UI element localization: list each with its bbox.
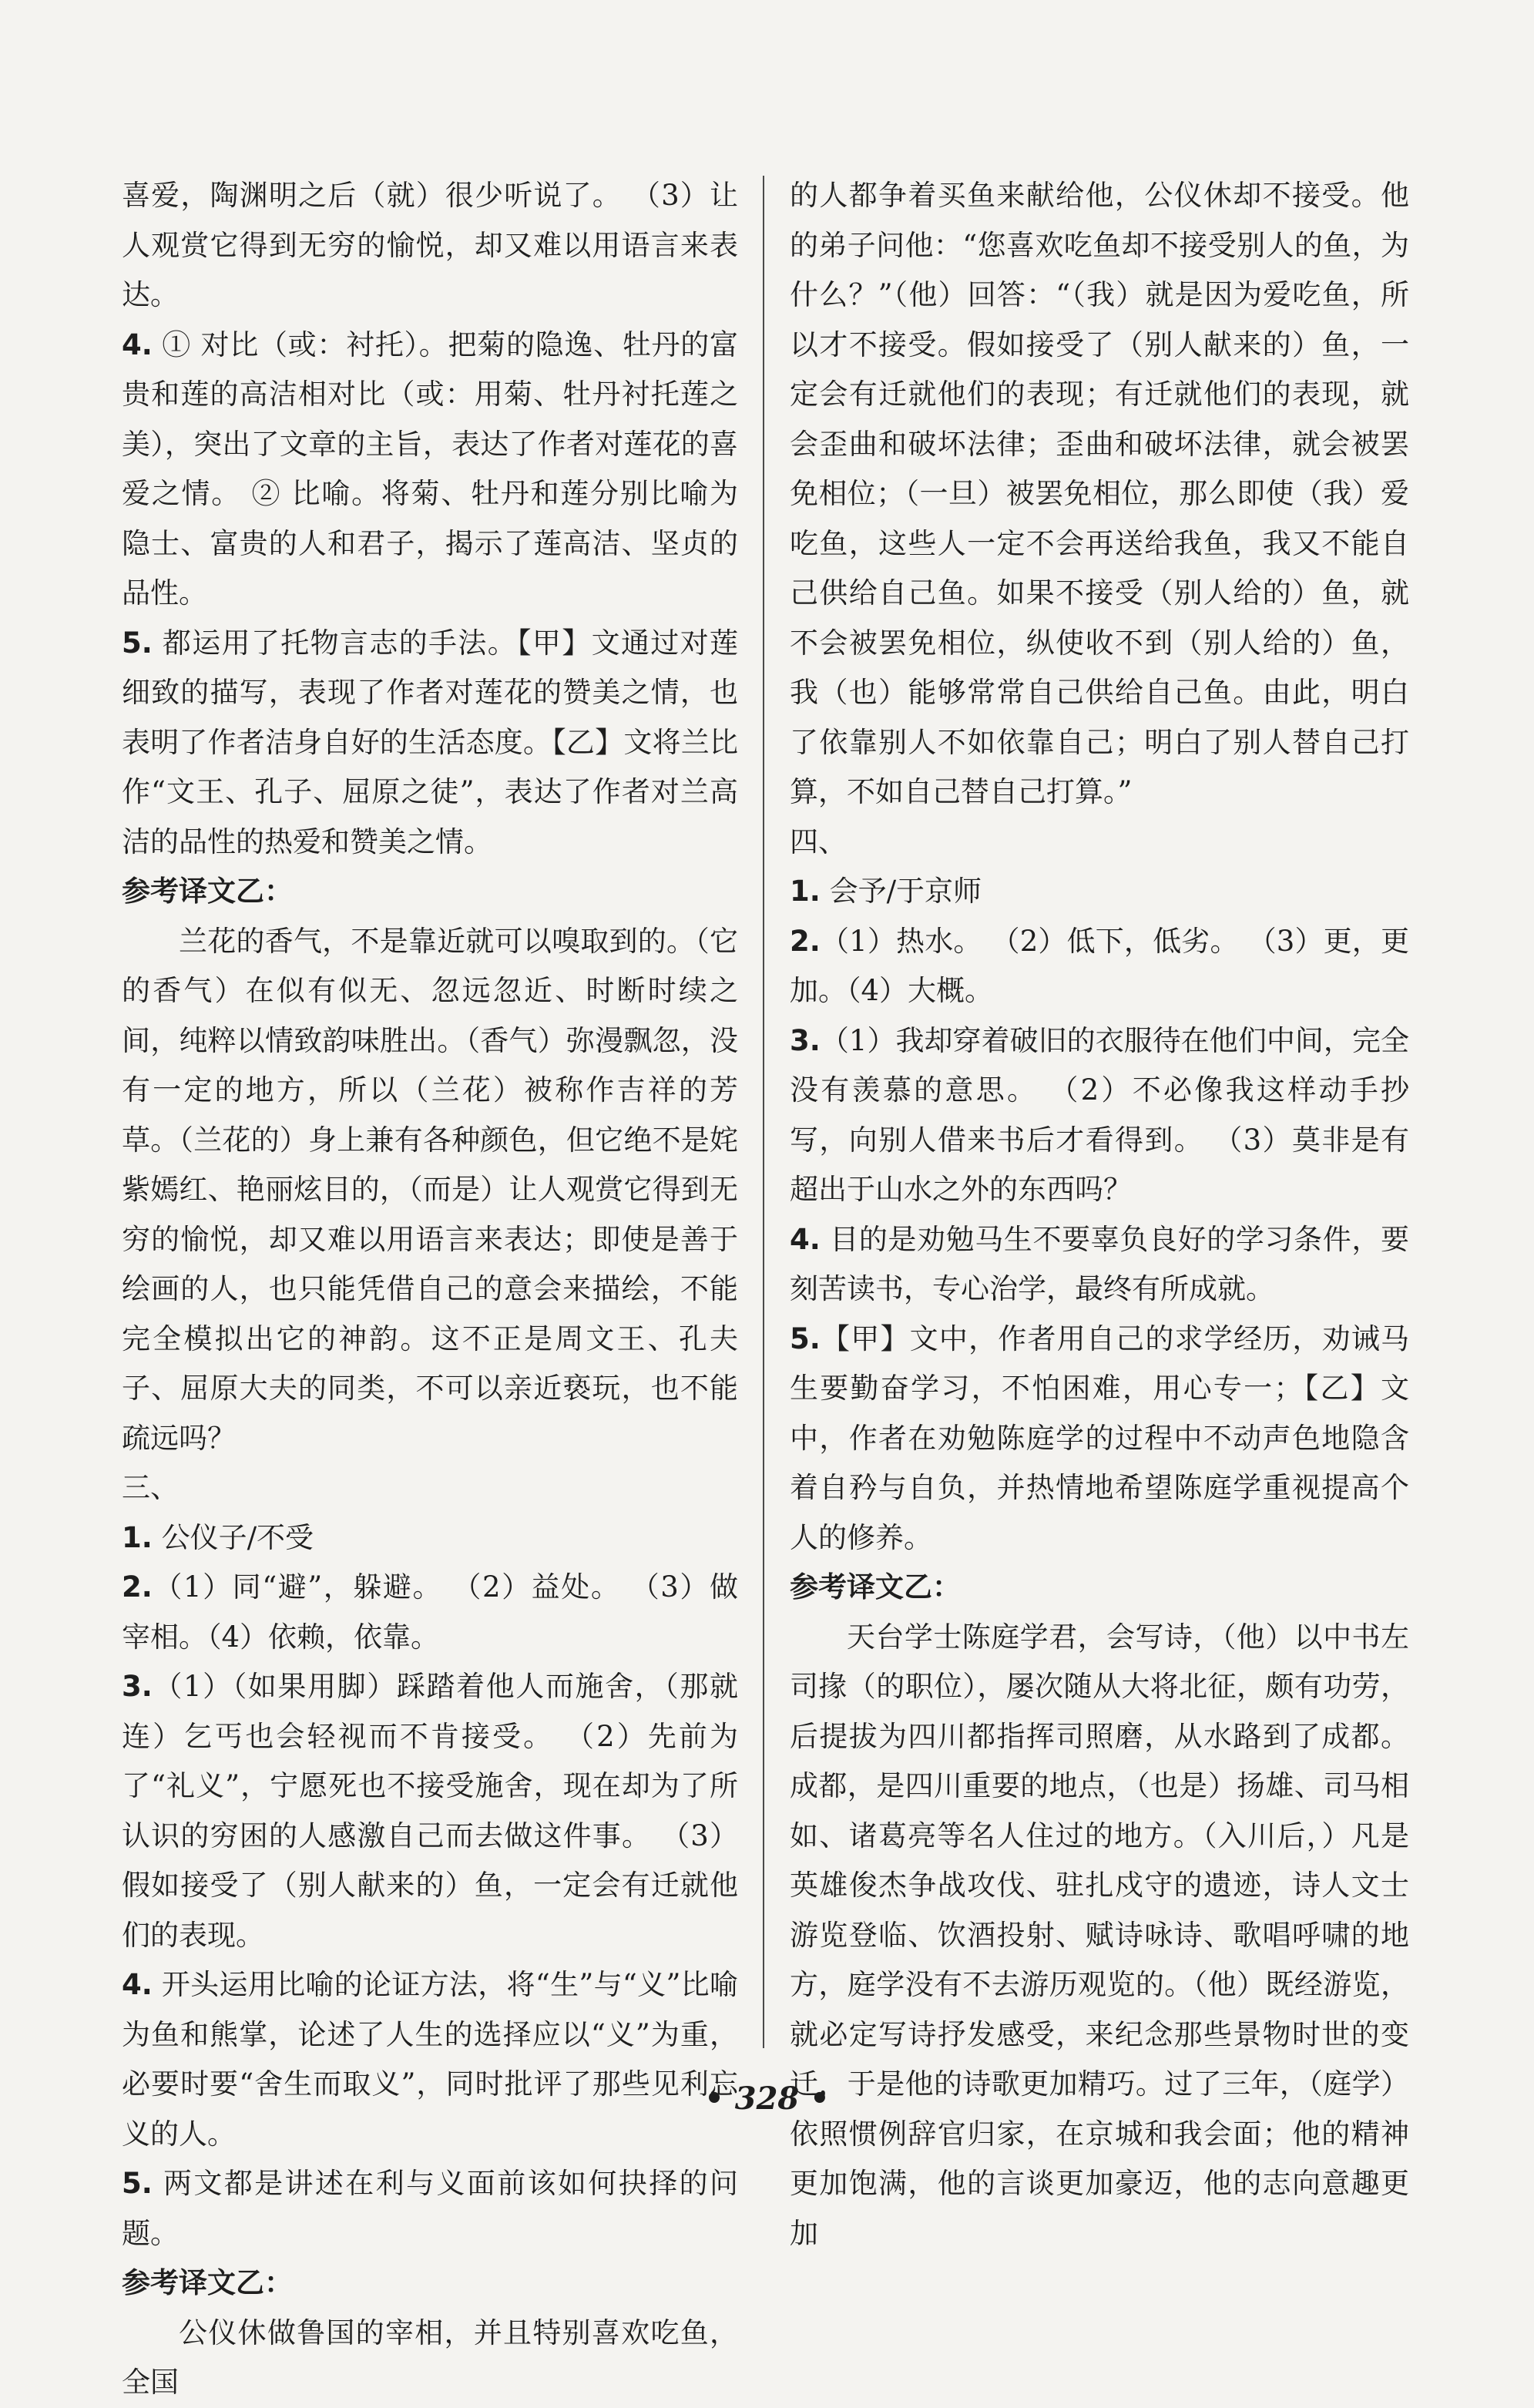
right-column — [790, 171, 1409, 2259]
translation-paragraph — [122, 917, 738, 1464]
paragraph-text: 参考译文乙： — [790, 1570, 961, 1604]
question-number: 2. — [790, 924, 821, 958]
translation-paragraph — [122, 2309, 738, 2408]
answer-paragraph — [122, 1463, 738, 1513]
answer-paragraph — [122, 1960, 738, 2159]
answer-paragraph — [122, 1513, 738, 1563]
question-number: 5. — [790, 1322, 821, 1355]
section-heading — [790, 1563, 1409, 1613]
paragraph-text: 参考译文乙： — [122, 875, 293, 908]
paragraph-text: 四、 — [790, 824, 847, 858]
answer-paragraph — [122, 1563, 738, 1662]
answer-paragraph — [122, 171, 738, 321]
question-number: 5. — [122, 2167, 153, 2200]
question-number: 4. — [790, 1222, 821, 1256]
paragraph-text: （1）同“避”，躲避。 （2）益处。 （3）做宰相。（4）依赖，依靠。 — [122, 1570, 738, 1654]
left-column — [122, 171, 738, 2408]
answer-paragraph — [790, 1315, 1409, 1563]
answer-paragraph — [790, 818, 1409, 868]
paragraph-text: 开头运用比喻的论证方法，将“生”与“义”比喻为鱼和熊掌，论述了人生的选择应以“义”为重，必要时要“舍生而取义”，同时批评了那些见利忘义的人。 — [122, 1968, 738, 2151]
answer-paragraph — [790, 1016, 1409, 1215]
paragraph-text: 喜爱，陶渊明之后（就）很少听说了。 （3）让人观赏它得到无穷的愉悦，却又难以用语言来表达。 — [122, 179, 738, 311]
answer-paragraph — [790, 1215, 1409, 1315]
question-number: 3. — [790, 1023, 821, 1057]
answer-paragraph — [790, 917, 1409, 1016]
paragraph-text: 会予/于京师 — [820, 875, 982, 908]
translation-paragraph — [790, 1613, 1409, 2259]
section-heading — [122, 867, 738, 917]
paragraph-text: （1）我却穿着破旧的衣服待在他们中间，完全没有羡慕的意思。 （2）不必像我这样动手抄写，向别人借来书后才看得到。 （3）莫非是有超出于山水之外的东西吗？ — [790, 1023, 1409, 1206]
question-number: 4. — [122, 1968, 153, 2001]
question-number: 1. — [122, 1520, 153, 1554]
question-number: 4. — [122, 327, 153, 361]
answer-paragraph — [790, 867, 1409, 917]
paragraph-text: 都运用了托物言志的手法。【甲】文通过对莲细致的描写，表现了作者对莲花的赞美之情，也表明了作者洁身自好的生活态度。【乙】文将兰比作“文王、孔子、屈原之徒”，表达了作者对兰高洁的品性的热爱和赞美之情。 — [122, 626, 738, 858]
paragraph-text: 公仪子/不受 — [152, 1520, 314, 1554]
answer-paragraph — [122, 1662, 738, 1960]
answer-paragraph — [122, 619, 738, 868]
question-number: 1. — [790, 875, 821, 908]
paragraph-text: 的人都争着买鱼来献给他，公仪休却不接受。他的弟子问他：“您喜欢吃鱼却不接受别人的鱼，为什么？”（他）回答：“（我）就是因为爱吃鱼，所以才不接受。假如接受了（别人献来的）鱼，一定会有迁就他们的表现；有迁就他们的表现，就会歪曲和破坏法律；歪曲和破坏法律，就会被罢免相位；（一旦）被罢免相位，那么即使（我）爱吃鱼，这些人一定不会再送给我鱼，我又不能自己供给自己鱼。如果不接受（别人给的）鱼，就不会被罢免相位，纵使收不到（别人给的）鱼，我（也）能够常常自己供给自己鱼。由此，明白了依靠别人不如依靠自己；明白了别人替自己打算，不如自己替自己打算。” — [790, 179, 1409, 808]
answer-paragraph — [122, 2159, 738, 2259]
answer-paragraph — [122, 321, 738, 619]
column-divider — [763, 176, 764, 2048]
paragraph-text: 目的是劝勉马生不要辜负良好的学习条件，要刻苦读书，专心治学，最终有所成就。 — [790, 1222, 1409, 1305]
paragraph-text: 【甲】文中，作者用自己的求学经历，劝诫马生要勤奋学习，不怕困难，用心专一；【乙】文中，作者在劝勉陈庭学的过程中不动声色地隐含着自矜与自负，并热情地希望陈庭学重视提高个人的修养。 — [790, 1322, 1409, 1554]
paragraph-text: ① 对比（或：衬托）。把菊的隐逸、牡丹的富贵和莲的高洁相对比（或：用菊、牡丹衬托莲之美），突出了文章的主旨，表达了作者对莲花的喜爱之情。 ② 比喻。将菊、牡丹和莲分别比喻为隐士、富贵的人和君子，揭示了莲高洁、坚贞的品性。 — [122, 327, 738, 610]
paragraph-text: 兰花的香气，不是靠近就可以嗅取到的。（它的香气）在似有似无、忽远忽近、时断时续之间，纯粹以情致韵味胜出。（香气）弥漫飘忽，没有一定的地方，所以（兰花）被称作吉祥的芳草。（兰花的）身上兼有各种颜色，但它绝不是姹紫嫣红、艳丽炫目的，（而是）让人观赏它得到无穷的愉悦，却又难以用语言来表达；即使是善于绘画的人，也只能凭借自己的意会来描绘，不能完全模拟出它的神韵。这不正是周文王、孔夫子、屈原大夫的同类，不可以亲近亵玩，也不能疏远吗？ — [122, 924, 738, 1455]
section-heading — [122, 2259, 738, 2309]
paragraph-text: 天台学士陈庭学君，会写诗，（他）以中书左司掾（的职位），屡次随从大将北征，颇有功劳，后提拔为四川都指挥司照磨，从水路到了成都。成都，是四川重要的地点，（也是）扬雄、司马相如、诸葛亮等名人住过的地方。（入川后，）凡是英雄俊杰争战攻伐、驻扎戍守的遗迹，诗人文士游览登临、饮酒投射、赋诗咏诗、歌唱呼啸的地方，庭学没有不去游历观览的。（他）既经游览，就必定写诗抒发感受，来纪念那些景物时世的变迁，于是他的诗歌更加精巧。过了三年，（庭学）依照惯例辞官归家，在京城和我会面；他的精神更加饱满，他的言谈更加豪迈，他的志向意趣更加 — [790, 1620, 1409, 2250]
paragraph-text: （1）（如果用脚）踩踏着他人而施舍，（那就连）乞丐也会轻视而不肯接受。 （2）先前为了“礼义”，宁愿死也不接受施舍，现在却为了所认识的穷困的人感激自己而去做这件事。 （3）假如接受了（别人献来的）鱼，一定会有迁就他们的表现。 — [122, 1670, 738, 1952]
question-number: 3. — [122, 1670, 153, 1703]
paragraph-text: 公仪休做鲁国的宰相，并且特别喜欢吃鱼，全国 — [122, 2316, 738, 2399]
paragraph-text: 两文都是讲述在利与义面前该如何抉择的问题。 — [122, 2167, 738, 2250]
question-number: 5. — [122, 626, 153, 660]
question-number: 2. — [122, 1570, 153, 1604]
paragraph-text: （1）热水。 （2）低下，低劣。 （3）更，更加。（4）大概。 — [790, 924, 1409, 1007]
paragraph-text: 参考译文乙： — [122, 2266, 293, 2299]
page-number: • 328 • — [704, 2081, 830, 2117]
answer-paragraph — [790, 171, 1409, 818]
paragraph-text: 三、 — [122, 1471, 179, 1504]
